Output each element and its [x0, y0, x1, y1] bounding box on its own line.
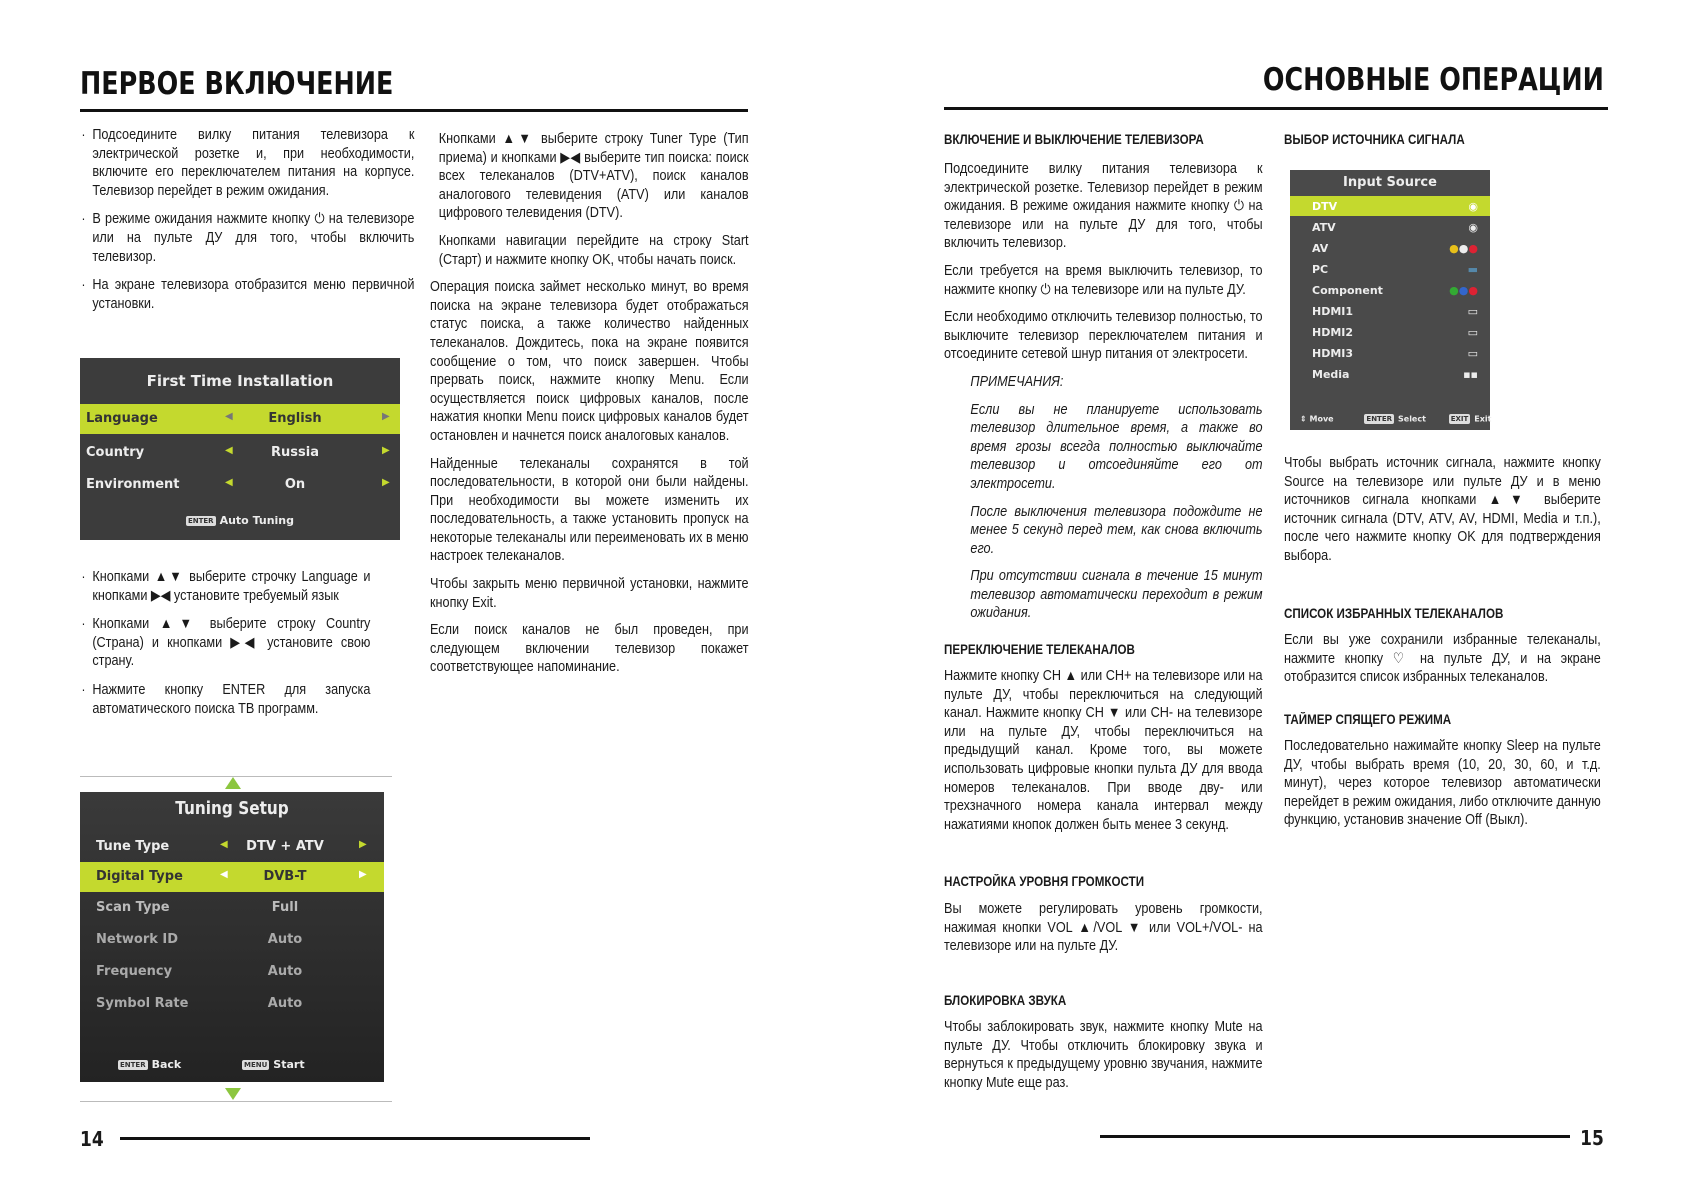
note-item: Если вы не планируете использовать телевизор длительное время, а также во время грозы всегда полностью выключайте телевизор и отсоединяйте его от электросети. [970, 401, 1263, 492]
paragraph: Вы можете регулировать уровень громкости, нажимая кнопки VOL ▲/VOL ▼ или VOL+/VOL- на телевизоре или на пульте ДУ. [944, 901, 1263, 955]
footer-rule-right [1100, 1135, 1570, 1138]
row-label: Environment [86, 477, 180, 492]
footer-rule-left [120, 1137, 590, 1140]
title-rule-left [80, 109, 748, 112]
tuning-setup-menu [80, 792, 384, 1082]
source-item-pc[interactable] [1290, 259, 1490, 279]
arrow-right-icon[interactable]: ▶ [382, 411, 390, 422]
source-footer [1300, 414, 1492, 424]
arrow-left-icon[interactable]: ◀ [225, 477, 233, 488]
paragraph: Если вы уже сохранили избранные телеканалы, нажмите кнопку ♡ на пульте ДУ, и на экране отобразится список избранных телеканалов. [1284, 632, 1601, 686]
row-value: On [284, 477, 306, 492]
enter-key-icon: ENTER [187, 517, 214, 525]
menu-key-icon: MENU [244, 1061, 268, 1069]
bullet-item: . Подсоедините вилку питания телевизора к электрической розетке и, при необходимости, включите его переключателем питания на корпусе. Телевизор перейдет в режим ожидания. [80, 126, 414, 200]
arrow-right-icon[interactable]: ▶ [382, 445, 390, 456]
source-item-hdmi3[interactable] [1290, 343, 1490, 363]
scroll-up-icon[interactable] [225, 777, 241, 789]
left-col1-steps [80, 568, 370, 728]
bullet-item: . Нажмите кнопку ENTER для запуска автоматического поиска ТВ программ. [80, 681, 370, 718]
arrow-right-icon[interactable]: ▶ [382, 477, 390, 488]
source-label: HDMI1 [1312, 305, 1354, 318]
page-number-left: 14 [80, 1127, 104, 1151]
hdmi-icon: ▭ [1467, 305, 1478, 318]
divider [80, 1101, 392, 1102]
input-source-menu [1290, 170, 1490, 430]
row-label: Digital Type [96, 869, 183, 884]
arrow-left-icon[interactable]: ◀ [225, 411, 233, 422]
page-number-right: 15 [1580, 1126, 1604, 1150]
title-rule-right [944, 107, 1608, 110]
section-heading: ТАЙМЕР СПЯЩЕГО РЕЖИМА [1284, 712, 1452, 727]
enter-key-icon: ENTER [120, 1061, 146, 1069]
arrow-left-icon[interactable]: ◀ [225, 445, 233, 456]
note-item: После выключения телевизора подождите не менее 5 секунд перед тем, как снова включить его. [970, 503, 1263, 557]
row-value: English [268, 411, 322, 426]
section-sleep-text [1284, 737, 1601, 839]
source-label: HDMI3 [1312, 347, 1354, 360]
paragraph: Если поиск каналов не был проведен, при следующем включении телевизор покажет соответствующее напоминание. [430, 622, 749, 676]
row-label: Language [86, 411, 158, 426]
section-heading: ВКЛЮЧЕНИЕ И ВЫКЛЮЧЕНИЕ ТЕЛЕВИЗОРА [944, 132, 1204, 147]
paragraph: Чтобы выбрать источник сигнала, нажмите кнопку Source на телевизоре или пульте ДУ и в меню источников сигнала кнопками ▲▼ выберите источник сигнала (DTV, ATV, AV, HDMI, Media и т.п.), после чего нажмите кнопку OK для подтверждения выбора. [1284, 455, 1601, 564]
paragraph: Операция поиска займет несколько минут, во время поиска на экране телевизора будет отображаться статус поиска, а также количество найденных телеканалов. Дождитесь, пока на экране появится сообщение о том, что поиск завершен. Чтобы прервать поиск, нажмите кнопку Menu. Если осуществляется поиск цифровых каналов, после нажатия кнопки Menu поиск цифровых каналов будет остановлен и начнется поиск аналоговых каналов. [430, 279, 749, 444]
source-item-component[interactable] [1290, 280, 1490, 300]
menu-title: First Time Installation [146, 372, 334, 390]
antenna-icon: ◉ [1468, 200, 1478, 213]
paragraph: Последовательно нажимайте кнопку Sleep на пульте ДУ, чтобы выбрать время (10, 20, 30, 60, и т.д. минут), через которое телевизор автоматически перейдет в режим ожидания, либо отключите данную функцию, установив значение Off (Выкл). [1284, 738, 1601, 829]
first-time-installation-menu [80, 358, 400, 540]
section-mute-text [944, 1018, 1263, 1101]
paragraph: Если требуется на время выключить телевизор, то нажмите кнопку ⏻ на телевизоре или на пульте ДУ. [944, 262, 1263, 298]
source-label: AV [1312, 242, 1329, 255]
menu-row-symbol-rate[interactable] [80, 989, 384, 1019]
paragraph: Чтобы закрыть меню первичной установки, нажмите кнопку Exit. [430, 576, 749, 611]
row-label: Network ID [96, 932, 179, 947]
row-value: Auto [267, 964, 303, 979]
bullet-item: . В режиме ожидания нажмите кнопку ⏻ на телевизоре или на пульте ДУ для того, чтобы включить телевизор. [80, 210, 414, 266]
row-value: Auto [267, 996, 303, 1011]
source-label: DTV [1312, 200, 1338, 213]
paragraph: Подсоедините вилку питания телевизора к электрической розетке. Телевизор перейдет в режим ожидания. В режиме ожидания нажмите кнопку ⏻ на телевизоре или на пульте ДУ для того, чтобы включить телевизор. [944, 161, 1263, 252]
arrow-left-icon[interactable]: ◀ [220, 869, 228, 880]
source-item-dtv[interactable] [1290, 196, 1490, 216]
row-value: Auto [267, 932, 303, 947]
divider [80, 776, 392, 777]
page-title-left: ПЕРВОЕ ВКЛЮЧЕНИЕ [80, 66, 394, 102]
menu-row-frequency[interactable] [80, 957, 384, 987]
left-col1-intro [80, 126, 414, 323]
menu-row-environment[interactable] [80, 470, 400, 500]
row-value: DTV + ATV [246, 839, 324, 854]
page-title-right: ОСНОВНЫЕ ОПЕРАЦИИ [1262, 62, 1604, 98]
scroll-down-icon[interactable] [225, 1088, 241, 1100]
section-volume-text [944, 900, 1263, 965]
paragraph: Найденные телеканалы сохранятся в той последовательности, в которой они были найдены. При необходимости вы можете изменить их последовательность, а также установить пропуск на некоторые телеканалы или переименовать их в меню настроек телеканалов. [430, 455, 749, 565]
row-label: Scan Type [96, 900, 170, 915]
hdmi-icon: ▭ [1467, 326, 1478, 339]
row-label: Tune Type [96, 839, 170, 854]
back-label: Back [151, 1058, 182, 1071]
usb-icon: ▪▪ [1463, 368, 1478, 381]
rca-icon: ●●● [1449, 242, 1478, 255]
component-icon: ●●● [1449, 284, 1478, 297]
section-source-text [1284, 454, 1601, 575]
row-label: Frequency [96, 964, 173, 979]
section-favorites-text [1284, 631, 1601, 696]
antenna-icon: ◉ [1468, 221, 1478, 234]
paragraph: Кнопками ▲▼ выберите строку Tuner Type (Тип приема) и кнопками ▶◀ выберите тип поиска: поиск всех телеканалов (DTV+ATV), поиск каналов аналогового телевидения (ATV) или каналов цифрового телевидения (DTV). [438, 131, 749, 222]
source-label: PC [1312, 263, 1329, 276]
menu-footer [80, 514, 400, 527]
menu-title: Input Source [1343, 175, 1437, 190]
section-heading: ВЫБОР ИСТОЧНИКА СИГНАЛА [1284, 132, 1465, 147]
menu-row-digital-type[interactable] [80, 862, 384, 892]
arrow-right-icon[interactable]: ▶ [359, 869, 367, 880]
bullet-item: . На экране телевизора отобразится меню первичной установки. [80, 276, 414, 313]
row-value: DVB-T [263, 869, 307, 884]
arrow-right-icon[interactable]: ▶ [359, 839, 367, 850]
paragraph: Если необходимо отключить телевизор полностью, то выключите телевизор переключателем питания и отсоедините сетевой шнур питания от электросети. [944, 309, 1263, 363]
enter-key-icon: ENTER [1366, 415, 1392, 423]
section-power-text [944, 160, 1263, 632]
start-label: Start [273, 1058, 305, 1071]
auto-tuning-label: Auto Tuning [219, 514, 294, 527]
vga-icon: ▬ [1467, 263, 1478, 276]
bullet-item: . Кнопками ▲▼ выберите строку Country (Страна) и кнопками ▶◀ установите свою страну. [80, 615, 370, 671]
section-heading: СПИСОК ИЗБРАННЫХ ТЕЛЕКАНАЛОВ [1284, 606, 1504, 621]
arrow-left-icon[interactable]: ◀ [220, 839, 228, 850]
menu-row-network-id[interactable] [80, 925, 384, 955]
notes-title: ПРИМЕЧАНИЯ: [970, 373, 1064, 390]
paragraph: Кнопками навигации перейдите на строку Start (Старт) и нажмите кнопку OK, чтобы начать поиск. [438, 232, 749, 268]
move-label: Move [1309, 414, 1334, 424]
row-label: Symbol Rate [96, 996, 189, 1011]
section-heading: БЛОКИРОВКА ЗВУКА [944, 993, 1067, 1008]
source-item-hdmi2[interactable] [1290, 322, 1490, 342]
paragraph: Нажмите кнопку CH ▲ или CH+ на телевизоре или на пульте ДУ, чтобы переключиться на следующий канал. Нажмите кнопку CH ▼ или CH- на телевизоре или на пульте ДУ, чтобы переключиться на предыдущий канал. Кроме того, вы можете использовать цифровые кнопки пульта ДУ для ввода номеров телеканалов. При вводе дву- или трехзначного номера канала интервал между нажатиями кнопок должен быть менее 3 секунд. [944, 668, 1263, 833]
source-item-hdmi1[interactable] [1290, 301, 1490, 321]
menu-title: Tuning Setup [175, 798, 289, 819]
hdmi-icon: ▭ [1467, 347, 1478, 360]
left-col2-text [430, 130, 749, 686]
row-value: Full [271, 900, 299, 915]
exit-key-icon: EXIT [1450, 415, 1469, 423]
source-label: Component [1312, 284, 1383, 297]
source-item-av[interactable] [1290, 238, 1490, 258]
source-label: Media [1312, 368, 1350, 381]
select-label: Select [1398, 414, 1426, 424]
menu-row-scan-type[interactable] [80, 893, 384, 923]
section-heading: НАСТРОЙКА УРОВНЯ ГРОМКОСТИ [944, 874, 1145, 889]
start-hint[interactable] [242, 1058, 305, 1071]
bullet-item: . Кнопками ▲▼ выберите строчку Language и кнопками ▶◀ установите требуемый язык [80, 568, 370, 605]
menu-row-language[interactable] [80, 404, 400, 434]
section-heading: ПЕРЕКЛЮЧЕНИЕ ТЕЛЕКАНАЛОВ [944, 642, 1135, 657]
menu-row-tune-type[interactable] [80, 832, 384, 862]
row-value: Russia [271, 445, 319, 460]
row-label: Country [86, 445, 145, 460]
source-item-atv[interactable] [1290, 217, 1490, 237]
back-hint[interactable] [118, 1058, 181, 1071]
exit-label: Exit [1474, 414, 1492, 424]
section-channels-text [944, 667, 1263, 843]
paragraph: Чтобы заблокировать звук, нажмите кнопку Mute на пульте ДУ. Чтобы отключить блокировку звука и вернуться к предыдущему уровню звучания, нажмите кнопку Mute еще раз. [944, 1019, 1263, 1091]
source-item-media[interactable] [1290, 364, 1490, 384]
menu-row-country[interactable] [80, 438, 400, 468]
note-item: При отсутствии сигнала в течение 15 минут телевизор автоматически переходит в режим ожидания. [970, 568, 1263, 622]
source-label: ATV [1312, 221, 1336, 234]
source-label: HDMI2 [1312, 326, 1354, 339]
move-arrows-icon: ⇕ [1300, 414, 1307, 424]
